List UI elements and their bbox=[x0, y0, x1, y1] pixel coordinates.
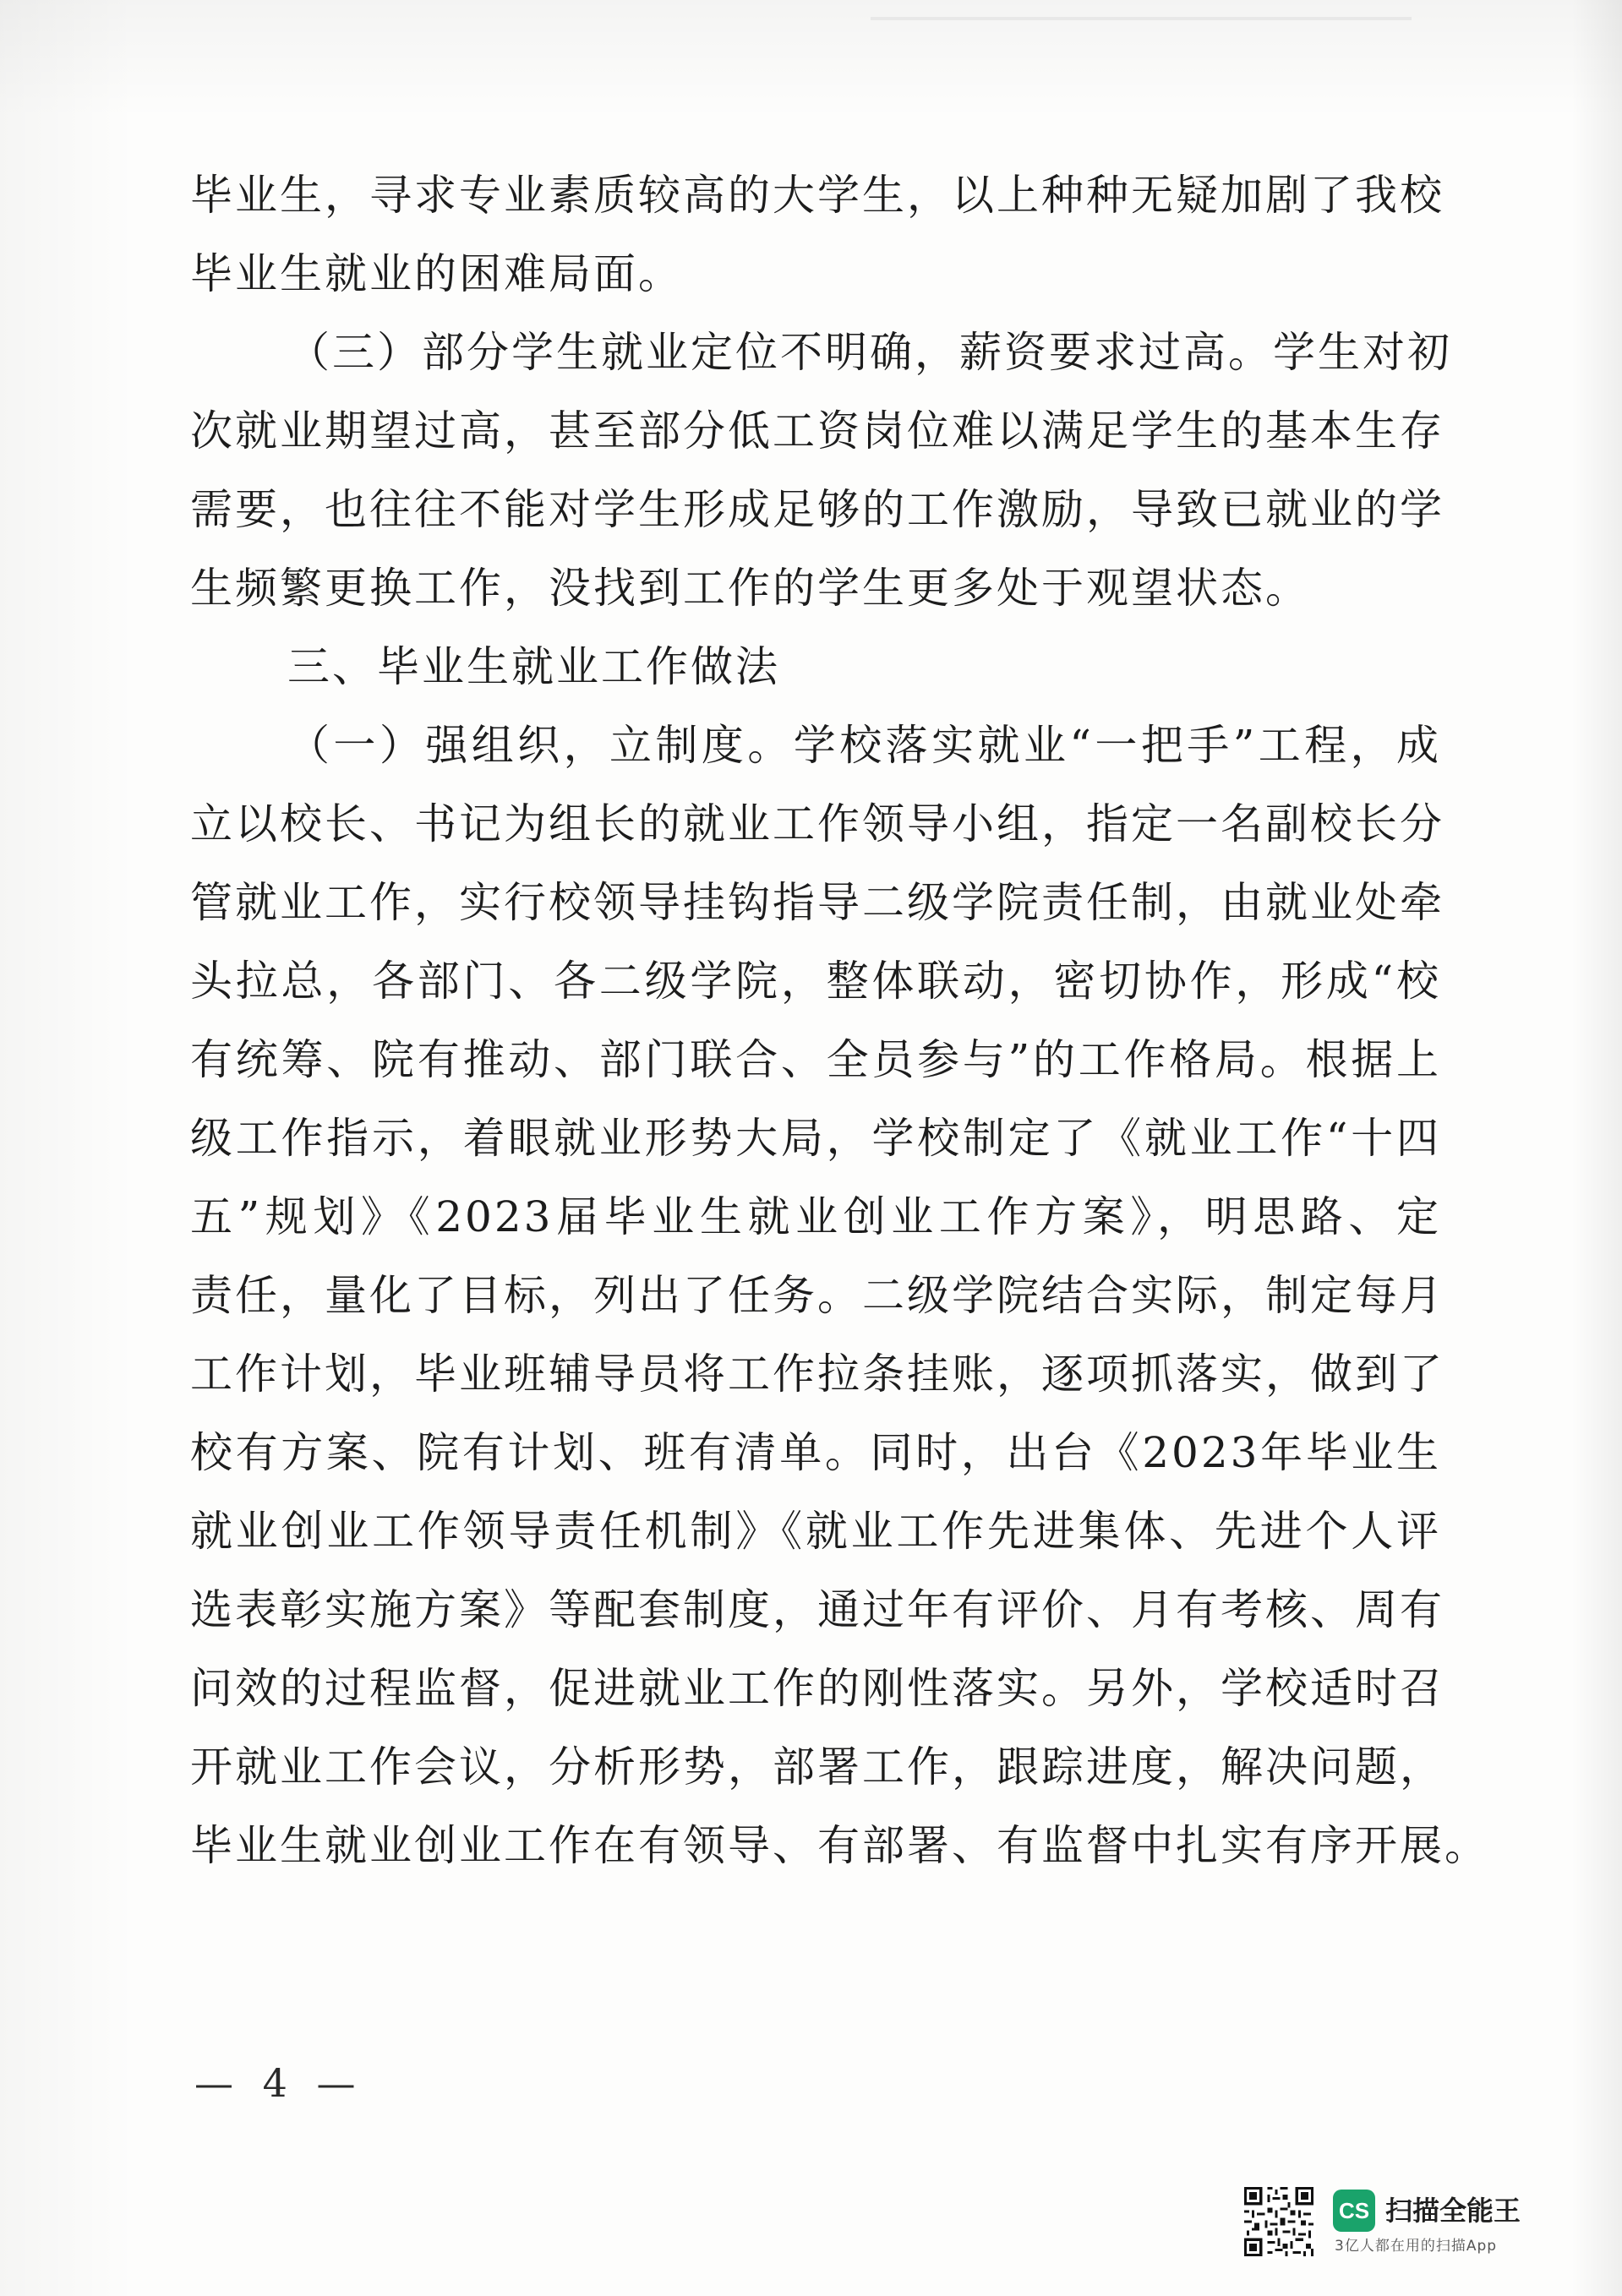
scan-shadow-left bbox=[0, 0, 135, 2296]
body-line: 立以校长、书记为组长的就业工作领导小组，指定一名副校长分 bbox=[190, 799, 1445, 848]
body-line: 次就业期望过高，甚至部分低工资岗位难以满足学生的基本生存 bbox=[190, 406, 1445, 455]
body-line: 五”规划》《2023届毕业生就业创业工作方案》，明思路、定 bbox=[190, 1192, 1441, 1241]
document-body bbox=[190, 156, 1489, 1885]
body-line: 毕业生，寻求专业素质较高的大学生，以上种种无疑加剧了我校 bbox=[190, 171, 1445, 220]
subsection-heading-line: （三）部分学生就业定位不明确，薪资要求过高。学生对初 bbox=[287, 328, 1452, 377]
brand-name: 扫描全能王 bbox=[1385, 2195, 1521, 2227]
body-line: 工作计划，毕业班辅导员将工作拉条挂账，逐项抓落实，做到了 bbox=[190, 1350, 1445, 1399]
body-line: 头拉总，各部门、各二级学院，整体联动，密切协作，形成“校 bbox=[190, 957, 1441, 1006]
subsection-heading-line: （一）强组织，立制度。学校落实就业“一把手”工程，成 bbox=[287, 721, 1441, 770]
body-line: 管就业工作，实行校领导挂钩指导二级学院责任制，由就业处牵 bbox=[190, 878, 1445, 927]
scan-bleed-mark bbox=[871, 17, 1412, 20]
brand-tagline: 3亿人都在用的扫描App bbox=[1335, 2238, 1498, 2255]
body-line: 责任，量化了目标，列出了任务。二级学院结合实际，制定每月 bbox=[190, 1271, 1445, 1320]
section-heading: 三、毕业生就业工作做法 bbox=[287, 642, 780, 691]
body-line: 问效的过程监督，促进就业工作的刚性落实。另外，学校适时召 bbox=[190, 1664, 1445, 1713]
body-line: 开就业工作会议，分析形势，部署工作，跟踪进度，解决问题， bbox=[190, 1742, 1445, 1792]
scanner-watermark bbox=[1242, 2184, 1563, 2261]
camscanner-logo: CS bbox=[1333, 2190, 1375, 2232]
body-line: 需要，也往往不能对学生形成足够的工作激励，导致已就业的学 bbox=[190, 485, 1445, 534]
qr-code-icon bbox=[1242, 2184, 1316, 2259]
body-line: 就业创业工作领导责任机制》《就业工作先进集体、先进个人评 bbox=[190, 1507, 1441, 1556]
body-line: 毕业生就业创业工作在有领导、有部署、有监督中扎实有序开展。 bbox=[190, 1821, 1489, 1870]
page-number: — 4 — bbox=[194, 2060, 364, 2106]
body-line: 生频繁更换工作，没找到工作的学生更多处于观望状态。 bbox=[190, 564, 1310, 613]
body-line: 毕业生就业的困难局面。 bbox=[190, 249, 683, 298]
body-line: 级工作指示，着眼就业形势大局，学校制定了《就业工作“十四 bbox=[190, 1114, 1441, 1163]
scan-shadow-right bbox=[1571, 0, 1622, 2296]
body-line: 有统筹、院有推动、部门联合、全员参与”的工作格局。根据上 bbox=[190, 1035, 1441, 1084]
body-line: 选表彰实施方案》等配套制度，通过年有评价、月有考核、周有 bbox=[190, 1585, 1445, 1634]
body-line: 校有方案、院有计划、班有清单。同时，出台《2023年毕业生 bbox=[190, 1428, 1441, 1477]
